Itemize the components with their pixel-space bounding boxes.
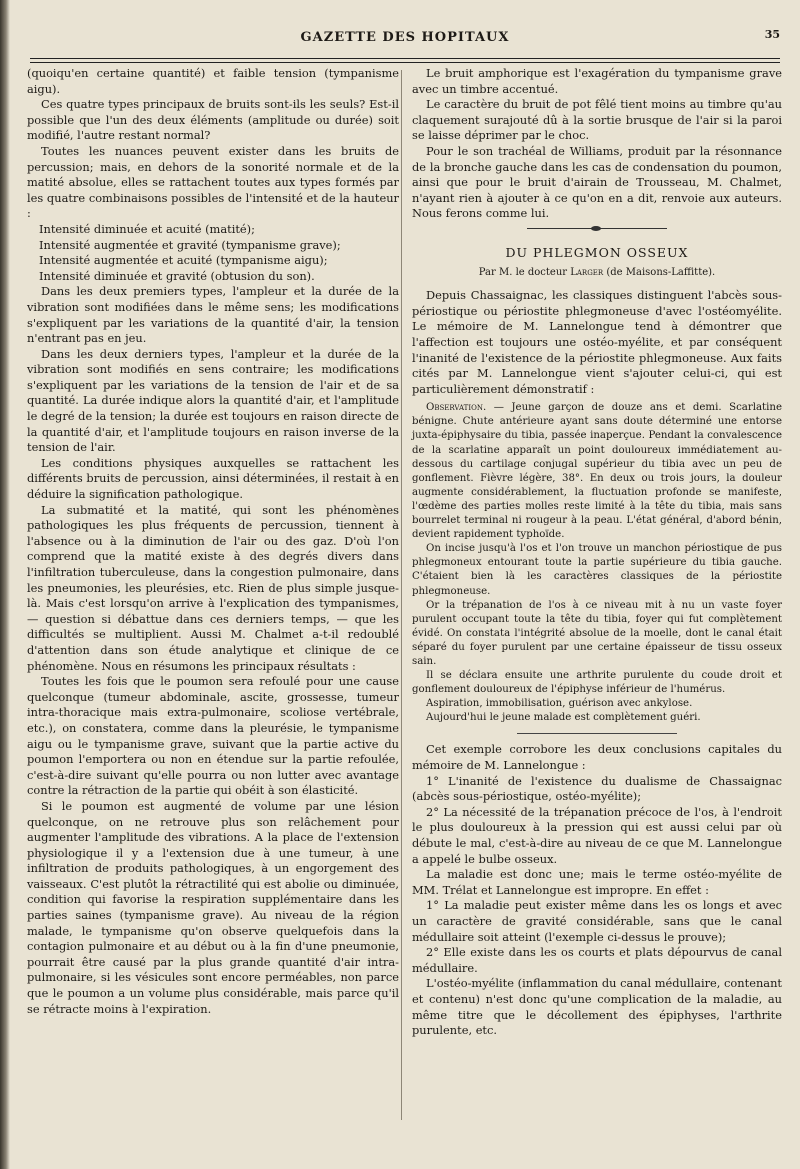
paragraph: Le caractère du bruit de pot fêlé tient moins au timbre qu'au claquement surajouté dû à la sortie brusque de l'air si la paroi se laisse déprimer par le choc. [412,97,782,143]
page-header [30,18,780,66]
page-number: 35 [764,28,780,41]
article-author [412,265,782,281]
observation-label: Observation. [426,402,487,414]
observation-paragraph: On incise jusqu'à l'os et l'on trouve un manchon périostique de pus phlegmoneux entourant toute la partie supérieure du tibia gauche. C'étaient bien là les caractères classiques de la périostite phlegmoneuse. [412,543,782,597]
observation-paragraph: Aspiration, immobilisation, guérison avec ankylose. [426,698,693,710]
observation-paragraph: Or la trépanation de l'os à ce niveau mit à nu un vaste foyer purulent occupant toute la tête du tibia, foyer qui fut complètement évidé. On constata l'intégrité absolue de la moelle, dont le canal était séparé du foyer purulent par une certaine épaisseur de tissu osseux sain. [412,599,782,667]
article-title: DU PHLEGMON OSSEUX [505,244,689,260]
paragraph: Ces quatre types principaux de bruits sont-ils les seuls? Est-il possible que l'un des deux éléments (amplitude ou durée) soit modifié, l'autre restant normal? [27,97,399,143]
paragraph: 2° La nécessité de la trépanation précoce de l'os, à l'endroit le plus douloureux à la pression qui est aussi celui par où débute le mal, c'est-à-dire au niveau de ce que M. Lannelongue a appelé le bulbe osseux. [412,804,782,866]
observation-block [412,401,782,725]
paragraph: La maladie est donc une; mais le terme ostéo-myélite de MM. Trélat et Lannelongue est impropre. En effet : [412,867,782,897]
paragraph: (quoiqu'en certaine quantité) et faible tension (tympanisme aigu). [27,66,399,96]
author-name: Larger [570,266,604,278]
column-divider [401,70,402,1120]
paragraph: Dans les deux derniers types, l'ampleur et la durée de la vibration sont modifiés en sens contraire; les modifications s'expliquent par les variations de la tension de l'air et de sa quantité. La durée indique alors la quantité d'air, et l'amplitude le degré de la tension; la durée est toujours en raison directe de la quantité d'air, et l'amplitude toujours en raison inverse de la tension de l'air. [27,346,399,455]
paragraph: Pour le son trachéal de Williams, produit par la résonnance de la bronche gauche dans les cas de condensation du poumon, ainsi que pour le bruit d'airain de Trousseau, M. Chalmet, n'ayant rien à ajouter à ce qu'on en a dit, renvoie aux auteurs. Nous ferons comme lui. [412,143,782,221]
journal-title: GAZETTE DES HOPITAUX [300,30,510,45]
header-rule-thin [30,62,780,63]
author-prefix: Par M. le docteur [478,266,568,278]
list-item: Intensité augmentée et gravité (tympanisme grave); [39,237,341,252]
observation-separator [517,733,677,734]
paragraph: Toutes les fois que le poumon sera refoulé pour une cause quelconque (tumeur abdominale, ascite, grossesse, tumeur intra-thoracique mais extra-pulmonaire, scoliose vertébrale, etc.), on constatera, comme dans la pleurésie, le tympanisme aigu ou le tympanisme grave, suivant que la partie active du poumon l'emportera ou non en étendue sur la partie refoulée, c'est-à-dire suivant qu'elle pourra ou non lutter avec avantage contre la rétraction de la partie qui obéit à son élasticité. [27,674,399,798]
left-column [27,66,399,1017]
paragraph: L'ostéo-myélite (inflammation du canal médullaire, contenant et contenu) n'est donc qu'une complication de la maladie, au même titre que le décollement des épiphyses, l'arthrite purulente, etc. [412,976,782,1038]
observation-text: — Jeune garçon de douze ans et demi. Scarlatine bénigne. Chute antérieure ayant sans doute déterminé une entorse juxta-épiphysaire du tibia, passée inaperçue. Pendant la convalescence de la scarlatine apparaît un point douloureux immédiatement au-dessous du cartilage conjugal supérieur du tibia avec un peu de gonflement. Fièvre légère, 38°. En deux ou trois jours, la douleur augmente considérablement, la fluctuation profonde se manifeste, l'œdème des parties molles reste limité à la tête du tibia, mais sans bourrelet terminal ni rougeur à la peau. L'état général, d'abord bénin, devient rapidement typhoïde. [412,402,782,541]
paragraph: Dans les deux premiers types, l'ampleur et la durée de la vibration sont modifiées dans le même sens; les modifications s'expliquent par les variations de la quantité d'air, la tension n'entrant pas en jeu. [27,284,399,346]
article-separator [527,228,667,229]
paragraph: 1° L'inanité de l'existence du dualisme de Chassaignac (abcès sous-périostique, ostéo-myélite); [412,773,782,804]
paragraph: Toutes les nuances peuvent exister dans les bruits de percussion; mais, en dehors de la sonorité normale et de la matité absolue, elles se rattachent toutes aux types formés par les quatre combinaisons possibles de l'intensité et de la hauteur : [27,143,399,221]
author-suffix: (de Maisons-Laffitte). [606,266,716,278]
page-edge-shadow [0,0,10,1169]
paragraph: Les conditions physiques auxquelles se rattachent les différents bruits de percussion, ainsi déterminées, il restait à en déduire la signification pathologique. [27,455,399,502]
header-rule [30,58,780,59]
observation-paragraph: Aujourd'hui le jeune malade est complètement guéri. [426,712,701,724]
paragraph: Cet exemple corrobore les deux conclusions capitales du mémoire de M. Lannelongue : [412,742,782,773]
paragraph: Si le poumon est augmenté de volume par une lésion quelconque, on ne retrouve plus son relâchement pour augmenter l'amplitude des vibrations. A la place de l'extension physiologique il y a l'extension due à une tumeur, à une infiltration de produits pathologiques, à un engorgement des vaisseaux. C'est plutôt la rétractilité qui est abolie ou diminuée, condition qui favorise la respiration supplémentaire dans les parties saines (tympanisme grave). Au niveau de la région malade, le tympanisme qu'on observe quelquefois dans la contagion pulmonaire et au début ou à la fin d'une pneumonie, pourrait être causé par la plus grande quantité d'air intra-pulmonaire, si les vésicules sont encore perméables, non parce que le poumon a un volume plus considérable, mais parce qu'il se rétracte moins à l'expiration. [27,798,399,1016]
observation-paragraph: Il se déclara ensuite une arthrite purulente du coude droit et gonflement douloureux de l'épiphyse inférieur de l'humérus. [412,670,782,696]
paragraph: Le bruit amphorique est l'exagération du tympanisme grave avec un timbre accentué. [412,66,782,96]
right-column [412,66,782,1039]
paragraph: 2° Elle existe dans les os courts et plats dépourvus de canal médullaire. [412,945,782,975]
list-item: Intensité diminuée et acuité (matité); [39,221,255,236]
observation-paragraph [412,401,782,542]
paragraph: 1° La maladie peut exister même dans les os longs et avec un caractère de gravité considérable, sans que le canal médullaire soit atteint (l'exemple ci-dessus le prouve); [412,898,782,944]
paragraph: Depuis Chassaignac, les classiques distinguent l'abcès sous-périostique ou périostite phlegmoneuse d'avec l'ostéomyélite. Le mémoire de M. Lannelongue tend à démontrer que l'affection est toujours une ostéo-myélite, et par conséquent l'inanité de l'existence de la périostite phlegmoneuse. Aux faits cités par M. Lannelongue vient s'ajouter celui-ci, qui est particulièrement démonstratif : [412,288,782,396]
paragraph: La submatité et la matité, qui sont les phénomènes pathologiques les plus fréquents de percussion, tiennent à l'absence ou à la diminution de l'air ou des gaz. D'où l'on comprend que la matité existe à des degrés divers dans l'infiltration tuberculeuse, dans la congestion pulmonaire, dans les pneumonies, les pleurésies, etc. Rien de plus simple jusque-là. Mais c'est lorsqu'on arrive à l'explication des tympanismes, — question si débattue dans ces derniers temps, — que les difficultés se multiplient. Aussi M. Chalmet a-t-il redoublé d'attention dans son étude analytique et clinique de ce phénomène. Nous en résumons les principaux résultats : [27,502,399,673]
list-item: Intensité augmentée et acuité (tympanisme aigu); [39,253,328,268]
list-item: Intensité diminuée et gravité (obtusion du son). [39,268,315,283]
